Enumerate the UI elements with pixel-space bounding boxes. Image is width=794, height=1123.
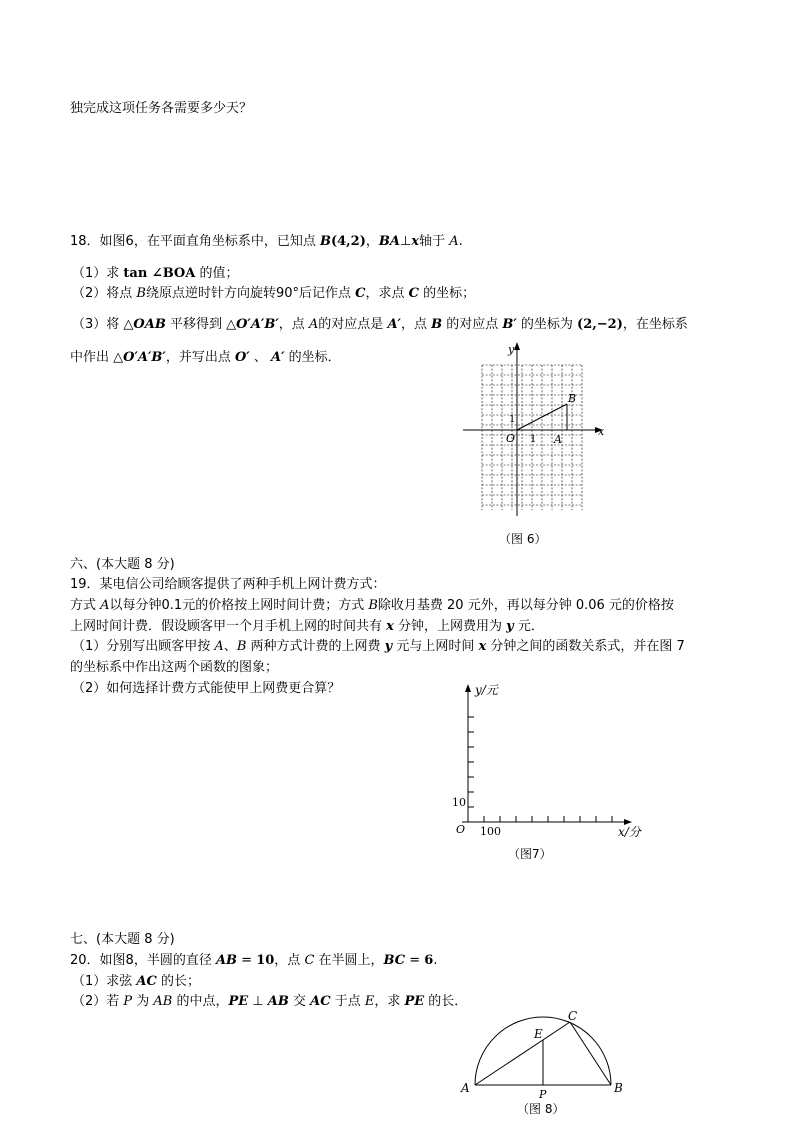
x-ticks: [484, 816, 612, 822]
y-axis-arrow: [514, 342, 520, 350]
point-A-label: A: [554, 433, 562, 446]
segment-OB: [517, 404, 567, 430]
point-B-label: B: [614, 1081, 623, 1095]
y-ticks: [468, 717, 474, 807]
figure-6-coordinate-grid: [455, 338, 615, 548]
q19-line6: （2）如何选择计费方式能使甲上网费更合算？: [72, 681, 341, 696]
y-axis-label: y/元: [475, 683, 498, 697]
figure-7-caption: （图7）: [508, 847, 552, 861]
x-axis-label: x/分: [618, 825, 641, 839]
point-P-label: P: [539, 1088, 547, 1101]
q18-part2: （2）将点 B绕原点逆时针方向旋转90°后记作点 C，求点 C 的坐标；: [72, 286, 476, 301]
q19-line3: 上网时间计费．假设顾客甲一个月手机上网的时间共有 x 分钟，上网费用为 y 元．: [70, 619, 544, 634]
q18-part3-line1: （3）将 △OAB 平移得到 △O′A′B′，点 A的对应点是 A′，点 B 的对应点 B′ 的坐标为 (2,−2)，在坐标系: [72, 317, 688, 332]
q20-line1: 20．如图8，半圆的直径 AB = 10，点 C 在半圆上，BC = 6.: [70, 953, 438, 968]
q19-line2: 方式 A以每分钟0.1元的价格按上网时间计费；方式 B除收月基费 20 元外，再以每分钟 0.06 元的价格按: [70, 598, 674, 613]
chord-BC: [570, 1022, 611, 1085]
y-axis-arrow: [465, 684, 471, 692]
figure-6-caption: （图 6）: [499, 532, 547, 546]
unit-y-label: 1: [509, 414, 516, 425]
point-C-label: C: [568, 1009, 578, 1023]
x-tick-label-100: 100: [480, 825, 501, 838]
figure-8-caption: （图 8）: [517, 1102, 565, 1116]
q18-stem: 18．如图6，在平面直角坐标系中，已知点 B(4,2)，BA⊥x轴于 A.: [70, 234, 463, 249]
origin-label: O: [506, 432, 516, 445]
section-6-heading: 六、(本大题 8 分): [70, 557, 175, 572]
q20-line3: （2）若 P 为 AB 的中点，PE ⊥ AB 交 AC 于点 E，求 PE 的长．: [72, 994, 468, 1009]
continued-question-line: 独完成这项任务各需要多少天？: [70, 101, 253, 116]
y-tick-label-10: 10: [452, 796, 466, 809]
q20-line2: （1）求弦 AC 的长；: [72, 974, 200, 989]
origin-label: O: [456, 823, 466, 836]
point-B-label: B: [568, 392, 577, 405]
point-E-label: E: [534, 1027, 543, 1041]
q18-part3-line2: 中作出 △O′A′B′，并写出点 O′ 、 A′ 的坐标．: [70, 350, 341, 365]
x-axis-label: x: [598, 425, 605, 438]
figure-8-semicircle: [455, 1010, 630, 1120]
q18-part1: （1）求 tan ∠BOA 的值；: [72, 266, 239, 281]
q19-line5: 的坐标系中作出这两个函数的图象；: [70, 660, 279, 675]
figure-7-axes: [450, 680, 650, 865]
unit-x-label: 1: [530, 434, 537, 445]
q19-line4: （1）分别写出顾客甲按 A、B 两种方式计费的上网费 y 元与上网时间 x 分钟之间的函数关系式，并在图 7: [72, 639, 685, 654]
section-7-heading: 七、(本大题 8 分): [70, 932, 175, 947]
point-A-label: A: [461, 1081, 470, 1095]
q19-line1: 19．某电信公司给顾客提供了两种手机上网计费方式：: [70, 577, 386, 592]
y-axis-label: y: [508, 343, 515, 356]
chord-AC: [475, 1022, 570, 1085]
